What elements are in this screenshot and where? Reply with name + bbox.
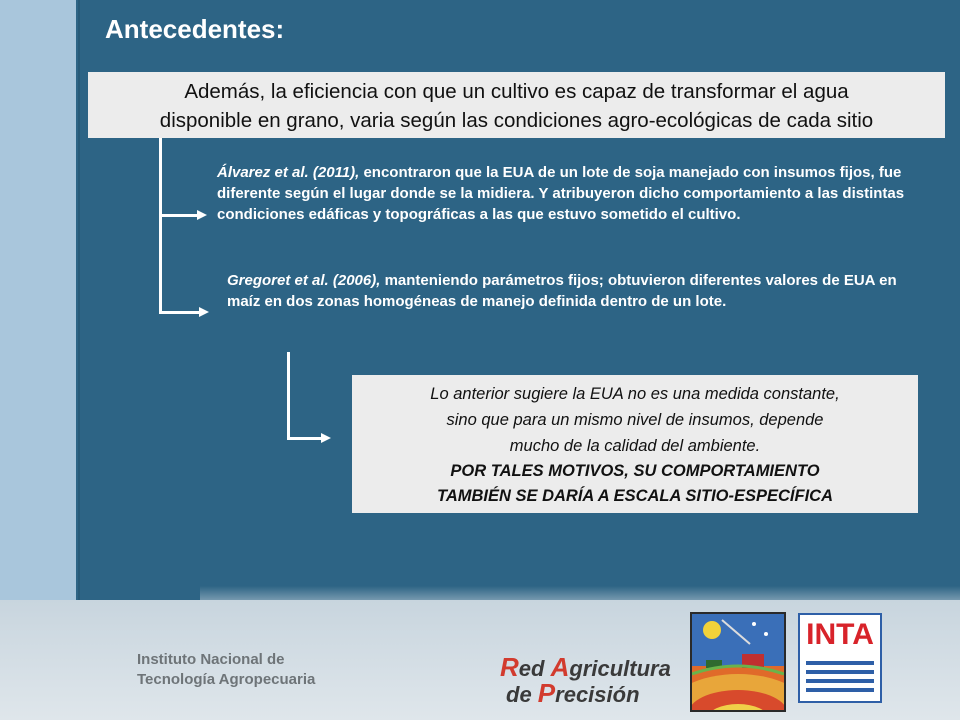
conclusion-box bbox=[352, 375, 918, 513]
connector-vertical-1 bbox=[159, 138, 162, 314]
conclusion-caps-2: TAMBIÉN SE DARÍA A ESCALA SITIO-ESPECÍFICA bbox=[436, 487, 834, 505]
inta-logo-text: INTA bbox=[806, 618, 874, 651]
inta-stripe bbox=[806, 679, 874, 683]
paragraph-alvarez-text: encontraron que la EUA de un lote de soja manejado con insumos fijos, fue diferente según el lugar donde se la midiera. Y atribuyeron dicho comportamiento a las distintas condiciones edáficas y topográficas a las que estuvo sometido el cultivo. bbox=[217, 164, 905, 223]
conclusion-line-3: mucho de la calidad del ambiente. bbox=[509, 437, 761, 455]
farm-illustration-icon bbox=[692, 614, 784, 710]
institute-name bbox=[137, 650, 315, 690]
intro-line-1: Además, la eficiencia con que un cultivo es capaz de transformar el agua bbox=[184, 80, 849, 103]
arrow-right-icon bbox=[199, 307, 209, 317]
citation-gregoret: Gregoret et al. (2006), bbox=[227, 272, 381, 289]
red-agricultura-precision-logo bbox=[500, 652, 671, 708]
arrow-right-icon bbox=[197, 210, 207, 220]
inta-logo bbox=[798, 613, 882, 703]
inta-stripe bbox=[806, 688, 874, 692]
institute-line-2: Tecnología Agropecuaria bbox=[137, 671, 316, 688]
institute-line-1: Instituto Nacional de bbox=[137, 651, 285, 668]
intro-line-2: disponible en grano, varia según las condiciones agro-ecológicas de cada sitio bbox=[159, 109, 874, 132]
conclusion-line-2: sino que para un mismo nivel de insumos, depende bbox=[446, 411, 824, 429]
citation-alvarez: Álvarez et al. (2011), bbox=[217, 164, 360, 181]
paragraph-alvarez bbox=[217, 162, 927, 225]
connector-branch-3 bbox=[287, 437, 323, 440]
paragraph-gregoret bbox=[227, 270, 927, 312]
precision-farming-image bbox=[690, 612, 786, 712]
connector-vertical-2 bbox=[287, 352, 290, 440]
conclusion-line-1: Lo anterior sugiere la EUA no es una medida constante, bbox=[430, 385, 840, 403]
connector-branch-1 bbox=[159, 214, 199, 217]
rap-logo-line-2: de Precisión bbox=[506, 678, 640, 708]
inta-stripe bbox=[806, 661, 874, 665]
conclusion-caps-1: POR TALES MOTIVOS, SU COMPORTAMIENTO bbox=[450, 462, 820, 480]
intro-box bbox=[88, 72, 945, 138]
paragraph-gregoret-text: manteniendo parámetros fijos; obtuvieron diferentes valores de EUA en maíz en dos zonas homogéneas de manejo definida dentro de un lote. bbox=[227, 272, 897, 310]
connector-branch-2 bbox=[159, 311, 201, 314]
slide-title: Antecedentes: bbox=[105, 14, 285, 44]
arrow-right-icon bbox=[321, 433, 331, 443]
inta-stripe bbox=[806, 670, 874, 674]
rap-logo-line-1: Red Agricultura bbox=[500, 652, 671, 682]
